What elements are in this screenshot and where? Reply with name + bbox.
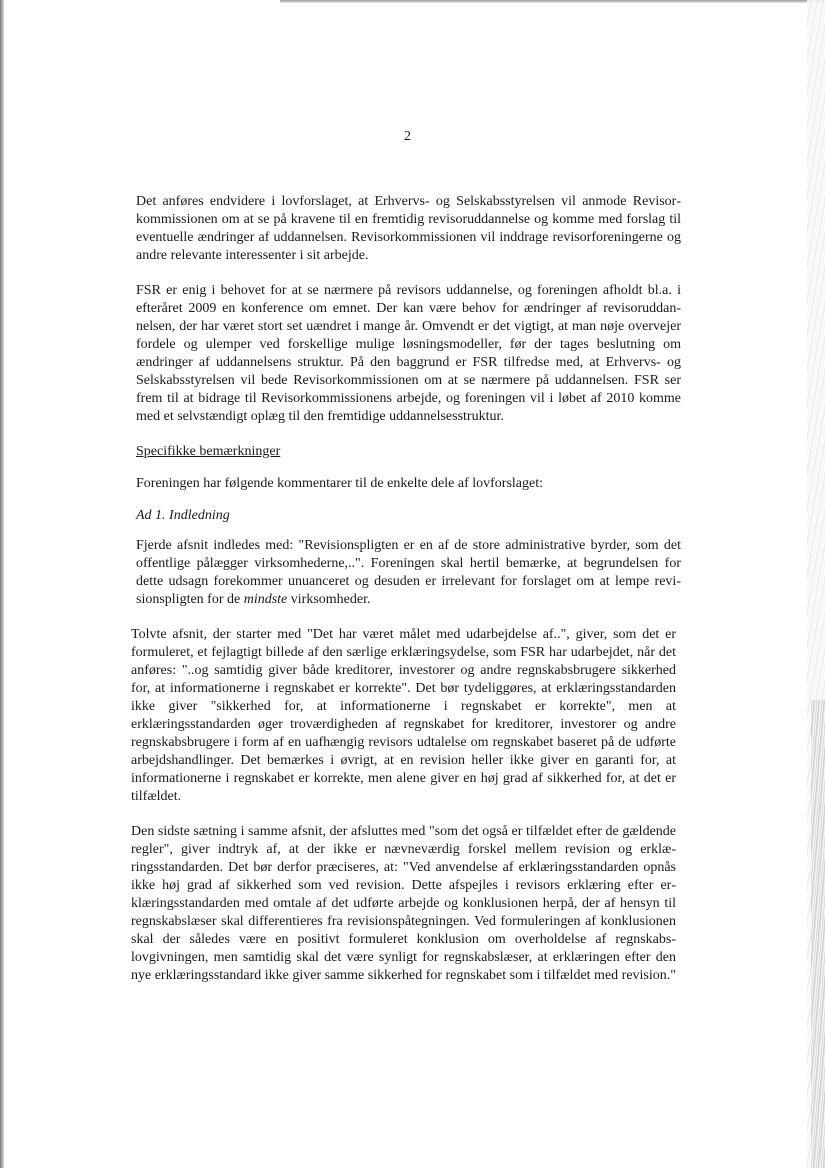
- scan-edge-left: [0, 0, 4, 1168]
- paragraph-fjerde-afsnit-text: Fjerde afsnit indledes med: "Revisionspligten er en af de store administrative byrder, som det offentlige pålægger virksomhederne,..". Foreningen skal hertil bemærke, at begrundelsen for dette udsagn forekommer unuanceret og desuden er irrelevant for forslaget om at lempe revisionspligten for de: [136, 538, 681, 607]
- paragraph-comments-intro: Foreningen har følgende kommentarer til de enkelte dele af lovforslaget:: [136, 476, 544, 491]
- paragraph-fsr-education: FSR er enig i behovet for at se nærmere på revisors uddannelse, og foreningen afholdt bl.a. i efteråret 2009 en konference om emnet. Der kan være behov for ændringer af revisoruddannelsen, der har været stort set uændret i mange år. Omvendt er det vigtigt, at man nøje overvejer fordele og ulemper ved forskellige mulige løsningsmodeller, før der tages beslutning om ændringer af uddannelsens struktur. På den baggrund er FSR tilfredse med, at Erhvervs- og Selskabsstyrelsen vil bede Revisorkommissionen om at se nærmere på uddannelsen. FSR ser frem til at bidrage til Revisorkommissionens arbejde, og foreningen vil i løbet af 2010 komme med et selvstændigt oplæg til den fremtidige uddannelsesstruktur.: [136, 283, 681, 424]
- page-number: 2: [404, 129, 411, 144]
- section-heading-specific-text: Specifikke bemærkninger: [136, 444, 281, 459]
- paragraph-sidste-saetning: Den sidste sætning i samme afsnit, der afsluttes med "som det også er tilfældet efter de gældende regler", giver indtryk af, at der ikke er nævneværdig forskel mellem revision og erklæringsstandarden. Det bør derfor præciseres, at: "Ved anvendelse af erklæringsstandarden opnås ikke høj grad af sikkerhed som ved revision. Dette afspejles i revisors erklæring efter erklæringsstandarden med omtale af det udførte arbejde og konklusionen herpå, der af hensyn til regnskabslæser skal differentieres fra revisionspåtegningen. Ved formuleringen af konklusionen skal der således være en positivt formuleret konklusion om overholdelse af regnskabslovgivningen, men samtidig skal det være synligt for regnskabslæser, at erklæringen efter den nye erklæringsstandard ikke giver samme sikkerhed for regnskabet som i tilfældet med revision.": [131, 824, 676, 983]
- document-body: [131, 193, 681, 1002]
- scan-edge-top: [280, 0, 825, 3]
- paragraph-revisorkommission: Det anføres endvidere i lovforslaget, at Erhvervs- og Selskabsstyrelsen vil anmode Revisorkommissionen om at se på kravene til en fremtidig revisoruddannelse og komme med forslag til eventuelle ændringer af uddannelsen. Revisorkommissionen vil inddrage revisorforeningerne og andre relevante interessenter i sit arbejde.: [136, 194, 681, 263]
- scan-edge-right-lower: [811, 700, 825, 1168]
- paragraph-fjerde-afsnit: [136, 537, 681, 609]
- subheading-ad1: Ad 1. Indledning: [136, 508, 230, 523]
- emphasis-mindste: mindste: [243, 592, 288, 607]
- section-heading-specific: [136, 443, 681, 461]
- paragraph-tolvte-afsnit: Tolvte afsnit, der starter med "Det har været målet med udarbejdelse af..", giver, som det er formuleret, et fejlagtigt billede af den særlige erklæringsydelse, som FSR har udarbejdet, når det anføres: "..og samtidig giver både kreditorer, investorer og andre regnskabsbrugere sikkerhed for, at informationerne i regnskabet er korrekte". Det bør tydeliggøres, at erklæringsstandarden ikke giver "sikkerhed for, at informationerne i regnskabet er korrekte", men at erklæringsstandarden øger troværdigheden af regnskabet for kreditorer, investorer og andre regnskabsbrugere i form af en uafhængig revisors udtalelse om regnskabet baseret på de udførte arbejdshandlinger. Det bemærkes i øvrigt, at en revision heller ikke giver en garanti for, at informationerne i regnskabet er korrekte, men alene giver en høj grad af sikkerhed for, at det er tilfældet.: [131, 627, 676, 804]
- paragraph-fjerde-afsnit-end: virksomheder.: [287, 592, 371, 607]
